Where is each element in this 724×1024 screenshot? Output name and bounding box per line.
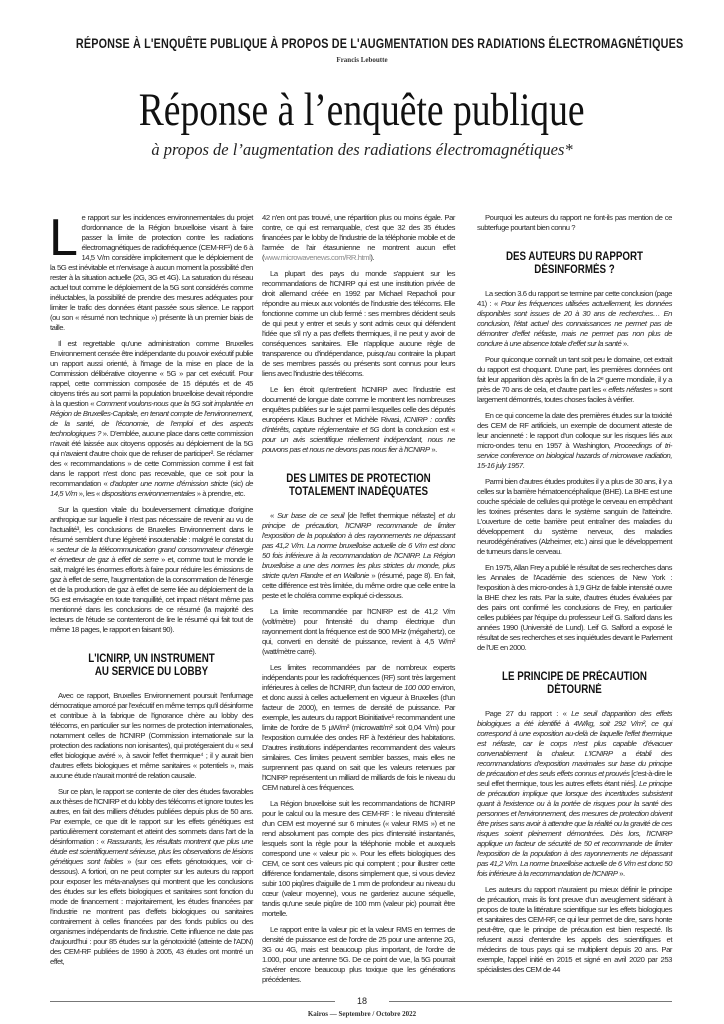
body-paragraph <box>262 607 455 657</box>
quote-italic: pour un avis scientifique réellement indépendant, nous ne pouvons pas et nous ne devons pas nous fier à l'ICNIRP <box>262 435 455 454</box>
text-run: », les « <box>77 489 102 498</box>
text-run: La plupart des pays du monde s'appuient sur les recommandations de l'ICNIRP qui est une institution privée de droit allemand créée en 1992 par Michael Repacholi pour répondre au mieux aux volontés de l'industrie des télécoms. Elle fonctionne comme un club fermé : ses membres décident seuls de qui peut y entrer et seuls y sont admis ceux qui défendent l'idée que s'il n'y a pas d'effets thermiques, il ne peut y avoir de conséquences sanitaires. Elle n'applique aucune règle de transparence ou d'indépendance, puisqu'au contraire la plupart de ses membres passés ou présents sont connus pour leurs liens avec l'industrie des télécoms. <box>262 269 455 378</box>
column-1 <box>49 209 253 973</box>
text-run: Le lien étroit qu'entretient l'ICNIRP avec l'industrie est documenté de longue date comme le montrent les nombreuses enquêtes publiées sur le sujet parmi lesquelles celle des députés européens Klaus Buchner et Michèle Rivasi, <box>262 385 455 424</box>
text-run: . <box>522 461 525 470</box>
text-run: ). <box>370 253 375 262</box>
text-run: » à prendre, etc. <box>195 489 245 498</box>
author-name: Francis Leboutte <box>336 56 388 64</box>
body-paragraph <box>477 289 672 349</box>
section-heading-line: TOTALEMENT INADÉQUATES <box>288 486 429 498</box>
footer-rule-right <box>389 1001 672 1002</box>
text-run: Sur ce plan, le rapport se contente de citer des études favorables aux thèses de l'ICNIRP et du lobby des télécoms et ignore toutes les autres, en fait des milliers d'études publiées depuis plus de 50 ans. Par exemple, ce que dit le rapport sur les effets génétiques est particulièrement consternant et atteint des sommets dans l'art de la désinformation : « <box>50 787 253 846</box>
body-paragraph <box>50 339 253 499</box>
text-run: » (résumé, page 8). En fait, cette différence est très limitée, du même ordre que celle entre la peste et le choléra comme expliqué ci-dessous. <box>262 571 455 600</box>
article-subtitle: à propos de l’augmentation des radiations électromagnétiques* <box>151 140 573 159</box>
quote-italic: secteur de la télécommunication grand consommateur d'énergie et émetteur de gaz à effet de serre <box>50 545 253 564</box>
section-heading <box>50 653 253 679</box>
text-run: (sic) <box>227 479 246 488</box>
text-run: Pourquoi les auteurs du rapport ne font-ils pas mention de ce subterfuge pourtant bien connu ? <box>477 213 672 232</box>
body-paragraph <box>262 925 455 985</box>
web-link[interactable]: www.microwavenews.com/RR.html <box>264 253 371 262</box>
body-paragraph <box>477 355 672 405</box>
quote-italic: Le principe de précaution implique que lorsque des incertitudes subsistent quant à l'existence ou à la portée de risques pour la santé des personnes et l'environnement, des mesures de protection doivent être prises sans avoir à attendre que la réalité ou la gravité de ces risques soient pleinement démontrées. Dès lors, l'ICNIRP applique un facteur de sécurité de 50 et recommande de limiter l'exposition de la population à des rayonnements ne dépassant pas 41,2 V/m. La norme bruxelloise actuelle de 6 V/m est donc 50 fois inférieure à la recommandation de l'ICNIRP <box>477 779 672 878</box>
section-heading <box>477 251 672 277</box>
quote-italic: 100 000 <box>404 683 430 692</box>
footer-rule-left <box>50 1001 335 1002</box>
text-run: dont la conclusion est « <box>379 425 455 434</box>
section-heading <box>262 473 455 499</box>
column-3 <box>477 213 672 981</box>
quote-italic: effets néfastes <box>608 385 652 394</box>
page-number: 18 <box>356 996 367 1006</box>
section-heading <box>477 671 672 697</box>
body-paragraph <box>262 385 455 455</box>
text-run: » et, comme tout le monde le sait, malgré les énormes efforts à faire pour réduire les émissions de gaz à effet de serre, l'augmentation de la consommation de l'énergie et de la production de gaz à effet de serre liée au déploiement de la 5G est envisagée en toute tranquillité, cet impact n'étant même pas mentionné dans les conclusions de ce résumé (la majorité des lecteurs de l'étude se contenteront de lire le résumé qui fait tout de même 18 pages, le rapport en faisant 90). <box>50 555 253 634</box>
article-title-text: Réponse à l’enquête publique <box>139 84 585 136</box>
body-paragraph <box>477 213 672 233</box>
quote-italic: Comment voulons-nous que la 5G soit implantée en Région de Bruxelles-Capitale, en tenant compte de l'environnement, de la santé, de l'économie, de l'emploi et des aspects technologiques ? <box>50 399 253 438</box>
text-run: [de l'effet thermique néfaste] <box>344 511 439 520</box>
publication-info: Kairos — Septembre / Octobre 2022 <box>307 1010 417 1018</box>
text-run: Les auteurs du rapport n'auraient pu mieux définir le principe de précaution, mais ils font preuve d'un aveuglement sidérant à propos de toute la littérature scientifique sur les effets biologiques et sanitaires des CEM-RF, ce qui leur permet de dire, sans honte peut-être, que le principe de précaution est bien respecté. Ils refusent aussi d'entendre les appels des scientifiques et médecins de tous pays qui se multiplient depuis 20 ans. Par exemple, l'appel initié en 2015 et signé en avril 2020 par 253 spécialistes des CEM de 44 <box>477 885 672 974</box>
text-run: La section 3.6 du rapport se termine par cette conclusion (page 41) : « <box>477 289 672 308</box>
text-run: environ, et donc aussi à celles actuellement en vigueur à Bruxelles (d'un facteur de 2000), en termes de densité de puissance. Par exemple, les auteurs du rapport Bioinitiative⁵ recommandent une limite de l'ordre de 5 μW/m² (microwatt/m² soit 0,04 V/m) pour l'exposition cumulée des ondes RF à l'extérieur des habitations. D'autres institutions indépendantes recommandent des valeurs similaires. Ces limites peuvent sembler basses, mais elles ne surprennent pas quand on sait que les valeurs retenues par l'ICNIRP représentent un milliard de milliards de fois le niveau du CEM naturel à ces fréquences. <box>262 683 455 792</box>
running-header <box>0 36 724 52</box>
body-paragraph <box>477 885 672 975</box>
text-run: La Région bruxelloise suit les recommandations de l'ICNIRP pour le calcul ou la mesure des CEM-RF : le niveau d'intensité d'un CEM est moyenné sur 6 minutes (« valeur RMS ») et ne rend absolument pas compte des pics d'intensité instantanés, lesquels sont la règle pour la téléphonie mobile et auxquels correspond une « valeur pic ». Pour les effets biologiques des CEM, ce sont ces valeurs pic qui comptent ; pour illustrer cette différence fondamentale, disons simplement que, si vous deviez subir 100 piqûres d'aiguille de 1 mm de profondeur au niveau du cœur (valeur moyenne), vous ne garderiez aucune séquelle, tandis qu'une seule piqûre de 100 mm (valeur pic) pourrait être mortelle. <box>262 799 455 918</box>
text-run: ». <box>429 445 437 454</box>
body-paragraph <box>262 799 455 919</box>
body-paragraph <box>477 411 672 471</box>
body-paragraph <box>477 563 672 653</box>
quote-italic: Le seuil d'apparition des effets biologiques a été identifié à 4W/kg, soit 292 V/m², ce qui correspond à une exposition au-delà de laquelle l'effet thermique est néfaste, car le corps n'est plus capable d'évacuer convenablement la chaleur. L'ICNIRP a établi des recommandations d'exposition maximales sur base du principe de précaution et des seuls effets connus et prouvés <box>477 709 673 778</box>
quote-italic: d'adopter une norme d'émission stricte <box>109 479 228 488</box>
article-title <box>0 82 724 138</box>
text-run: Le rapport entre la valeur pic et la valeur RMS en termes de densité de puissance est de l'ordre de 25 pour une antenne 2G, 3G ou 4G, mais est beaucoup plus important, de l'ordre de 1.000, pour une antenne 5G. De ce point de vue, la 5G pourrait s'avérer encore beaucoup plus toxique que les générations précédentes. <box>262 925 455 984</box>
text-run: e rapport sur les incidences environnementales du projet d'ordonnance de la Région bruxelloise visant à faire passer la limite de protection contre les radiations électromagnétiques de radiofréquence (CEM-RF¹) de 6 à 14,5 V/m considère implicitement que le déploiement de la 5G est inévitable et n'envisage à aucun moment la possibilité d'en rester à la situation actuelle (2G, 3G et 4G). La saturation du réseau actuel tout comme le déploiement de la 5G sont considérés comme inéluctables, la possibilité de prendre des mesures adéquates pour limiter le trafic des données étant passée sous silence. Le rapport (ou son « résumé non technique ») présente là un premier biais de taille. <box>50 213 253 332</box>
text-run: ». <box>621 339 629 348</box>
body-paragraph <box>50 691 253 781</box>
text-run: Avec ce rapport, Bruxelles Environnement poursuit l'enfumage démocratique amorcé par l'exécutif en même temps qu'il désinforme et contribue à la fabrique de l'ignorance chère au lobby des télécoms, en particulier sur les normes de protection internationales, notamment celles de l'ICNIRP (Commission internationale sur la protection des radiations non ionisantes), qui protégeraient du « seul effet biologique avéré », à savoir l'effet thermique⁴ ; il y aurait bien d'autres effets biologiques et même sanitaires « potentiels », mais aucune étude n'aurait montré de relation causale. <box>50 691 253 780</box>
text-run: ». <box>617 869 625 878</box>
body-paragraph <box>262 213 455 263</box>
quote-italic: Sur base de ce seuil <box>277 511 345 520</box>
quote-italic: et du principe de précaution, l'ICNIRP recommande de limiter l'exposition de la population à des rayonnements ne dépassant pas 41,2 V/m. La norme bruxelloise actuelle de 6 V/m est donc 50 fois inférieure à la recommandation de l'ICNIRP. La Région bruxelloise a une des normes les plus strictes du monde, plus stricte qu'en Flandre et en Wallonie <box>262 511 455 580</box>
text-run: Page 27 du rapport : « <box>485 709 572 718</box>
text-run: En ce qui concerne la date des premières études sur la toxicité des CEM de RF artificiels, un exemple de document atteste de leur ancienneté : le rapport d'un colloque sur les risques liés aux micro-ondes tenu en 1957 à Washington, <box>477 411 672 450</box>
quote-italic: de 14,5 V/m <box>50 479 253 498</box>
text-run: Il est regrettable qu'une administration comme Bruxelles Environnement censée être indépendante du pouvoir exécutif publie un rapport aussi orienté, à l'image de la mise en place de la Commission délibérative citoyenne « 5G » par cet exécutif. Pour rappel, cette commission composée de 15 députés et de 45 citoyens tirés au sort parmi la population bruxelloise devait répondre à la question « <box>50 339 253 408</box>
text-run: » (sur ces effets génotoxiques, voir ci-dessous). A fortiori, on ne peut compter sur les auteurs du rapport pour exposer les méta-analyses qui montrent que les conclusions des études sur les effets biologiques et sanitaires sont fonction du mode de financement : majoritairement, les études financées par l'industrie ne montrent pas d'effets biologiques ou sanitaires contrairement à celles financées par des fonds publics ou des organismes indépendants de l'industrie. Cette influence ne date pas d'aujourd'hui : pour 85 études sur la génotoxicité (atteinte de l'ADN) des CEM-RF publiées de 1990 à 2005, 43 études ont montré un effet, <box>50 857 253 966</box>
section-heading-line: DÉSINFORMÉS ? <box>534 264 615 276</box>
text-run: La limite recommandée par l'ICNIRP est de 41,2 V/m (volt/mètre) pour l'intensité du champ électrique d'un rayonnement dont la fréquence est de 900 MHz (mégahertz), ce qui, converti en densité de puissance, revient à 4,5 W/m² (watt/mètre carré). <box>262 607 455 656</box>
quote-italic: Rassurants, les résultats montrent que plus une étude est scientifiquement sérieuse, plus les observations de lésions génétiques sont faibles <box>50 837 253 866</box>
text-run: Parmi bien d'autres études produites il y a plus de 30 ans, il y a celles sur la barrière hématoencéphalique (BHE). La BHE est une couche spéciale de cellules qui protège le cerveau en empêchant les toxines présentes dans le système sanguin de l'atteindre. L'ouverture de cette barrière peut entraîner des maladies du développement du système nerveux, des maladies neurodégénératives (Alzheimer, etc.) ainsi que le développement de tumeurs dans le cerveau. <box>477 477 672 556</box>
text-run: En 1975, Allan Frey a publié le résultat de ses recherches dans les Annales de l'Académie des sciences de New York : l'exposition à des micro-ondes à 1,9 GHz de faible intensité ouvre la BHE chez les rats. Par la suite, d'autres études évaluées par des pairs ont confirmé les conclusions de Frey, en particulier celles publiées par l'équipe du professeur Leif G. Salford dans les années 1990 (Université de Lund). Leif G. Salford a exposé le résultat de ses recherches et ses inquiétudes devant le Parlement de l'UE en 2000. <box>477 563 672 652</box>
quote-italic: dispositions environnementales <box>101 489 196 498</box>
text-run: « <box>270 511 278 520</box>
body-paragraph <box>49 209 253 333</box>
text-run: Les limites recommandées par de nombreux experts indépendants pour les radiofréquences (RF) sont très largement inférieures à celles de l'ICNIRP, d'un facteur de <box>262 663 455 692</box>
quote-italic: Pour les fréquences utilisées actuellement, les données disponibles sont issues de 20 à 30 ans de recherches… En conclusion, l'état actuel des connaissances ne permet pas de démontrer d'effet néfaste, mais ne permet pas non plus de conclure à une absence totale d'effet sur la santé <box>477 299 672 348</box>
text-run: Sur la question vitale du bouleversement climatique d'origine anthropique sur laquelle il n'est pas nécessaire de revenir au vu de l'actualité³, les conclusions de Bruxelles Environnement dans le résumé semblent d'une légèreté insoutenable : malgré le constat du « <box>50 505 253 554</box>
section-heading-line: DES AUTEURS DU RAPPORT <box>505 251 644 263</box>
body-paragraph <box>477 709 672 879</box>
section-heading-line: L'ICNIRP, UN INSTRUMENT <box>88 653 215 665</box>
text-run: Pour quiconque connaît un tant soit peu le domaine, cet extrait du rapport est choquant. D'une part, les premières données ont fait leur apparition dès après la fin de la 2ᵉ guerre mondiale, il y a près de 70 ans de cela, et d'autre part les « <box>477 355 672 394</box>
quote-italic: ICNIRP : conflits d'intérêts, capture réglementaire et 5G <box>262 415 455 434</box>
section-heading-line: DES LIMITES DE PROTECTION <box>286 473 431 485</box>
section-heading-line: AU SERVICE DU LOBBY <box>94 666 209 678</box>
column-2 <box>262 213 455 991</box>
body-paragraph <box>262 269 455 379</box>
body-paragraph <box>50 505 253 635</box>
body-paragraph <box>477 477 672 557</box>
text-run: [c'est-à-dire le seul effet thermique, tous les autres effets étant niés]. <box>477 769 672 788</box>
body-paragraph <box>50 787 253 967</box>
drop-cap: L <box>49 209 78 267</box>
section-heading-line: LE PRINCIPE DE PRÉCAUTION <box>501 671 648 683</box>
body-paragraph <box>262 511 455 601</box>
text-run: 42 n'en ont pas trouvé, une répartition plus ou moins égale. Par contre, ce qui est remarquable, c'est que 32 des 35 études financées par le lobby de l'industrie de la téléphonie mobile et de l'armée de l'air étasunienne ne montrent aucun effet ( <box>262 213 455 262</box>
section-heading-line: DÉTOURNÉ <box>547 684 602 696</box>
text-run: ». D'emblée, aucune place dans cette commission n'avait été laissée aux citoyens opposés au déploiement de la 5G qui n'avaient d'autre choix que de refuser de participer². Se réclamer des « recommandations » de cette Commission comme il est fait dans le rapport n'est donc pas recevable, que ce soit pour la recommandation « <box>50 429 253 488</box>
body-paragraph <box>262 663 455 793</box>
running-title: RÉPONSE À L'ENQUÊTE PUBLIQUE À PROPOS DE L'AUGMENTATION DES RADIATIONS ÉLECTROMAGNÉTIQUES <box>75 36 684 51</box>
text-run: » sont largement démontrés, toutes choses faciles à vérifier. <box>477 385 672 404</box>
quote-italic: Proceedings of tri-service conference on biological hazards of microwave radiation, 15-16 july 1957 <box>477 441 672 470</box>
